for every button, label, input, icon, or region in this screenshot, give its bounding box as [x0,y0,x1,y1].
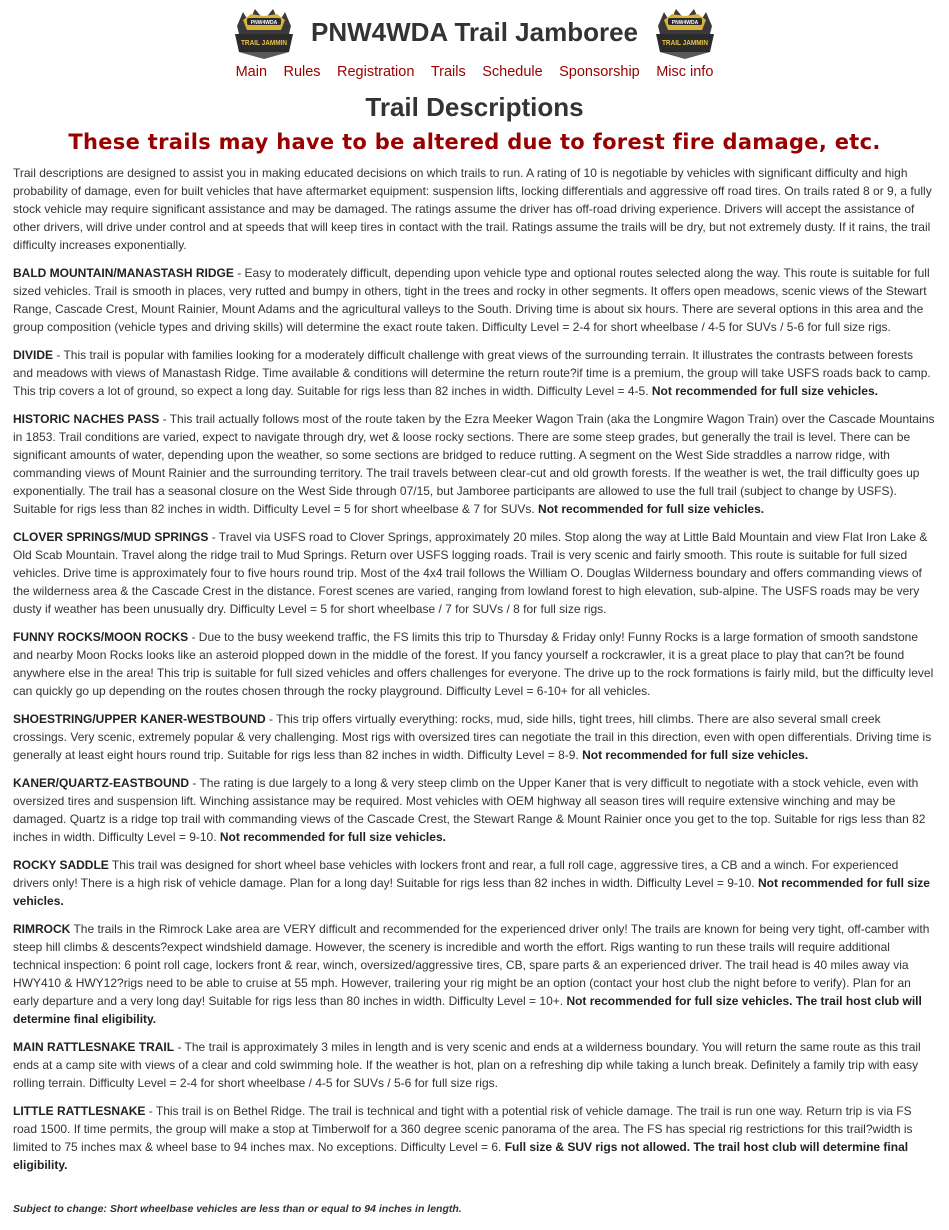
trail-note: Not recommended for full size vehicles. [219,830,446,844]
trail-name: BALD MOUNTAIN/MANASTASH RIDGE [13,266,234,280]
nav-schedule[interactable]: Schedule [482,64,543,80]
trail-text: - Easy to moderately difficult, depending upon vehicle type and optional routes selected along the way. This route is suitable for full sized vehicles. Trail is smooth in places, very rutted and bumpy in others, tight in the trees and rocky in other segments. It offers open meadows, scenic views of the Stewart Range, Cascade Crest, Mount Rainier, Mount Adams and the agricultural valleys to the South. Driving time is about six hours. There are several options in this area and the group composition (vehicle types and driving skills) will determine the exact route taken. Difficulty Level = 2-4 for short wheelbase / 4-5 for SUVs / 5-6 for full size rigs. [13,266,930,334]
trail-note: Not recommended for full size vehicles. [651,384,878,398]
page-title: Trail Descriptions [365,92,584,122]
trail-name: DIVIDE [13,348,54,362]
site-header [0,0,949,60]
trail-description [13,920,936,1028]
trail-text: - This trail actually follows most of the route taken by the Ezra Meeker Wagon Train (aka the Longmire Wagon Train) over the Cascade Mountains in 1853. Trail conditions are varied, expect to navigate through dry, wet & loose rocky sections. There are some steep grades, but generally the trail is level. There can be significant amounts of water, depending upon the weather, so some sections are bridged to reduce rutting. A segment on the West Side straddles a narrow ridge, with commanding views of Mount Rainier and the surrounding territory. The trail travels between clear-cut and old growth forests. If the weather is wet, the trail difficulty goes up exponentially. The trail has a seasonal closure on the West Side through 07/15, but Jamboree participants are allowed to use the full trail (subject to change by USFS). Suitable for rigs less than 82 inches in width. Difficulty Level = 5 for short wheelbase & 7 for SUVs. [13,412,935,516]
trail-text: - This trail is popular with families looking for a moderately difficult challenge with great views of the surrounding terrain. It illustrates the contrasts between forests and meadows with views of Manastash Ridge. Time available & conditions will determine the return route?if time is a premium, the group will take USFS roads back to camp. This trip covers a lot of ground, so expect a long day. Suitable for rigs less than 82 inches in width. Difficulty Level = 4-5. [13,348,931,398]
trail-description [13,346,936,400]
trail-text: - The trail is approximately 3 miles in length and is very scenic and ends at a wilderness boundary. You will return the same route as this trail ends at a camp site with views of a clear and cold swimming hole. If the weather is hot, plan on a refreshing dip while taking a lunch break. Definitely a family trip with easy rolling terrain. Difficulty Level = 2-4 for short wheelbase / 4-5 for SUVs / 5-6 for full size rigs. [13,1040,921,1090]
trail-description [13,1102,936,1174]
trail-description [13,410,936,518]
trail-description [13,710,936,764]
trail-text: - This trail is on Bethel Ridge. The trail is technical and tight with a potential risk of vehicle damage. The trail is run one way. Return trip is via FS road 1500. If time permits, the group will make a stop at Timberwolf for a 360 degree scenic panorama of the area. The FS has special rig restrictions for this trail?width is limited to 75 inches max & wheel base to 94 inches max. No exceptions. Difficulty Level = 6. [13,1104,913,1154]
trail-name: MAIN RATTLESNAKE TRAIL [13,1040,175,1054]
nav-registration[interactable]: Registration [337,64,415,80]
trail-note: Full size & SUV rigs not allowed. The trail host club will determine final eligibility. [13,1140,909,1172]
trail-name: SHOESTRING/UPPER KANER-WESTBOUND [13,712,266,726]
trail-text: - Due to the busy weekend traffic, the FS limits this trip to Thursday & Friday only! Funny Rocks is a large formation of smooth sandstone and nearby Moon Rocks looks like an asteroid plopped down in the middle of the forest. If you fancy yourself a rockcrawler, it is a great place to play that can?t be found anywhere else in the area! This trip is suitable for full sized vehicles and offers challenges for everyone. The drive up to the rock formations is fairly mild, but the difficulty level can quickly go up depending on the routes chosen through the rocky playground. Difficulty Level = 6-10+ for all vehicles. [13,630,934,698]
trail-name: ROCKY SADDLE [13,858,109,872]
trail-description [13,528,936,618]
footnote: Subject to change: Short wheelbase vehicles are less than or equal to 94 inches in length. [13,1203,462,1215]
trail-name: FUNNY ROCKS/MOON ROCKS [13,630,189,644]
svg-text:TRAIL JAMMIN: TRAIL JAMMIN [662,38,708,47]
trail-note: Not recommended for full size vehicles. [582,748,809,762]
trail-name: HISTORIC NACHES PASS [13,412,160,426]
intro-paragraph: Trail descriptions are designed to assist you in making educated decisions on which trails to run. A rating of 10 is negotiable by vehicles with significant difficulty and high probability of damage, even for built vehicles that have aftermarket equipment: suspension lifts, locking differentials and aggressive off road tires. On trails rated 8 or 9, a fully stock vehicle may require significant assistance and may be damaged. The ratings assume the driver has off-road driving experience. Drivers will accept the assistance of other drivers, will drive under control and at speeds that will keep tires in contact with the trail. Ratings assume the trails will be dry, but not extremely dusty. If it rains, the trail difficulty increases exponentially. [13,166,932,252]
trail-note: Not recommended for full size vehicles. The trail host club will determine final eligibility. [13,994,922,1026]
trail-name: KANER/QUARTZ-EASTBOUND [13,776,189,790]
site-title: PNW4WDA Trail Jamboree [310,16,638,47]
trail-text: The trails in the Rimrock Lake area are VERY difficult and recommended for the experienced driver only! The trails are known for being very tight, off-camber with steep hill climbs & descents?expect windshield damage. However, the scenery is incredible and worth the effort. Rigs wanting to run these trails will require additional technical inspection: 6 point roll cage, lockers front & rear, winch, oversized/aggressive tires, CB, spare parts & an experienced driver. The trail head is 40 miles away via HWY410 & HWY12?rigs need to be able to cruise at 55 mph. However, trailering your rig might be an option (contact your host club the night before to verify). Plan for an early departure and a very long day! Suitable for rigs less than 80 inches in width. Difficulty Level = 10+. [13,922,930,1008]
nav-trails[interactable]: Trails [430,64,466,80]
nav-misc-info[interactable]: Misc info [656,64,714,80]
trail-text: - The rating is due largely to a long & very steep climb on the Upper Kaner that is very difficult to negotiate with a stock vehicle, even with oversized tires and suspension lift. Winching assistance may be required. Most vehicles with OEM highway all season tires will require extensive winching and may be damaged. Quartz is a ridge top trail with commanding views of the Cascade Crest, the Stewart Range & Mount Rainier once you get to the top. Suitable for rigs less than 82 inches in width. Difficulty Level = 9-10. [13,776,926,844]
trail-description [13,774,936,846]
nav-rules[interactable]: Rules [283,64,321,80]
trail-text: - This trip offers virtually everything: rocks, mud, side hills, tight trees, hill climbs. There are also several small creek crossings. Very scenic, extremely popular & very challenging. Most rigs with oversized tires can negotiate the trail in this direction, even with open differentials. Driving time is generally at least eight hours round trip. Suitable for rigs less than 82 inches in width. Difficulty Level = 8-9. [13,712,932,762]
trail-note: Not recommended for full size vehicles. [538,502,765,516]
trail-description [13,264,936,336]
trail-name: CLOVER SPRINGS/MUD SPRINGS [13,530,209,544]
trail-jammin-logo-left[interactable] [231,4,297,60]
svg-text:TRAIL JAMMIN: TRAIL JAMMIN [240,38,287,47]
nav-main[interactable]: Main [235,64,268,80]
fire-damage-warning: These trails may have to be altered due to forest fire damage, etc. [68,130,881,154]
svg-text:PNW4WDA: PNW4WDA [671,20,699,26]
trail-descriptions [0,164,949,1174]
trail-description [13,1038,936,1092]
trail-description [13,628,936,700]
trail-description [13,856,936,910]
trail-name: LITTLE RATTLESNAKE [13,1104,146,1118]
main-nav [0,63,949,85]
trail-jammin-logo-right[interactable] [652,4,718,60]
trail-note: Not recommended for full size vehicles. [13,876,930,908]
trail-name: RIMROCK [13,922,71,936]
svg-text:PNW4WDA: PNW4WDA [250,20,278,26]
nav-sponsorship[interactable]: Sponsorship [559,64,640,80]
trail-text: - Travel via USFS road to Clover Springs, approximately 20 miles. Stop along the way at Little Bald Mountain and view Flat Iron Lake & Old Scab Mountain. Travel along the ridge trail to Mud Springs. Return over USFS logging roads. Trail is very scenic and fairly smooth. This route is suitable for full sized vehicles. Drive time is approximately four to five hours round trip. Most of the 4x4 trail follows the William O. Douglas Wilderness boundary and offers commanding views of the wilderness area & the Cascade Crest in the distance. Forest scenes are varied, ranging from lowland forest to high elevation, sub-alpine. The USFS roads may be very dusty if weather has been unusually dry. Difficulty Level = 5 for short wheelbase / 7 for SUVs / 8 for full size rigs. [13,530,928,616]
trail-text: This trail was designed for short wheel base vehicles with lockers front and rear, a full roll cage, aggressive tires, a CB and a winch. For experienced drivers only! There is a high risk of vehicle damage. Plan for a long day! Suitable for rigs less than 82 inches in width. Difficulty Level = 9-10. [13,858,899,890]
